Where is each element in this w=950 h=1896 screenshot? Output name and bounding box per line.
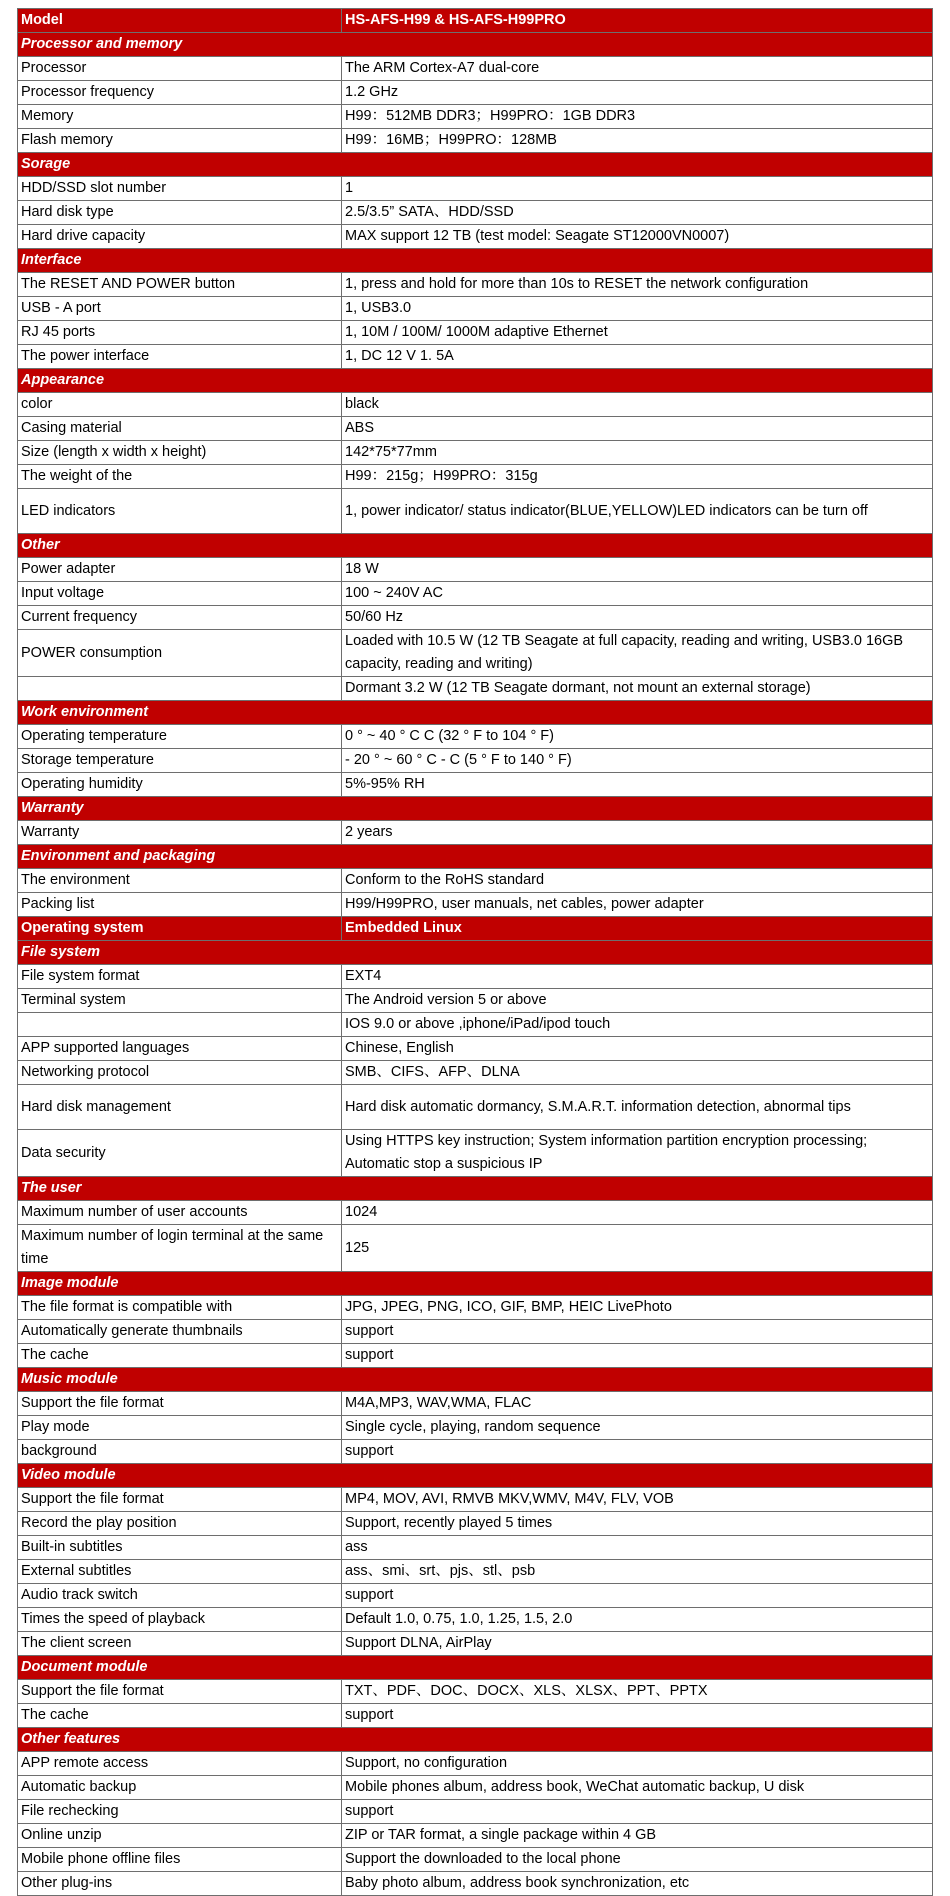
spec-value: Embedded Linux [342,917,933,941]
spec-value: TXT、PDF、DOC、DOCX、XLS、XLSX、PPT、PPTX [342,1680,933,1704]
section-header-row [18,369,933,393]
spec-label: Support the file format [18,1680,342,1704]
spec-label: Automatically generate thumbnails [18,1320,342,1344]
spec-label: APP remote access [18,1752,342,1776]
spec-row [18,1013,933,1037]
spec-label: Input voltage [18,582,342,606]
spec-value: JPG, JPEG, PNG, ICO, GIF, BMP, HEIC LivePhoto [342,1296,933,1320]
spec-label: The power interface [18,345,342,369]
spec-table [17,8,933,1896]
spec-label: Hard disk management [18,1085,342,1130]
section-header-row [18,941,933,965]
spec-row [18,273,933,297]
spec-label: Operating temperature [18,725,342,749]
section-header-row [18,845,933,869]
spec-row [18,630,933,677]
spec-value: H99：16MB；H99PRO：128MB [342,129,933,153]
spec-row [18,965,933,989]
spec-value: Conform to the RoHS standard [342,869,933,893]
spec-value: Hard disk automatic dormancy, S.M.A.R.T. information detection, abnormal tips [342,1085,933,1130]
spec-value: 18 W [342,558,933,582]
spec-label: Power adapter [18,558,342,582]
spec-row [18,1536,933,1560]
spec-label: Storage temperature [18,749,342,773]
spec-label: Other plug-ins [18,1872,342,1896]
spec-row [18,1584,933,1608]
section-header-row [18,1272,933,1296]
spec-row [18,417,933,441]
spec-row [18,1061,933,1085]
spec-row [18,677,933,701]
spec-value: 50/60 Hz [342,606,933,630]
spec-value: 2.5/3.5” SATA、HDD/SSD [342,201,933,225]
spec-row [18,345,933,369]
spec-label: Audio track switch [18,1584,342,1608]
spec-label: Automatic backup [18,1776,342,1800]
spec-label: The file format is compatible with [18,1296,342,1320]
spec-row [18,1201,933,1225]
spec-row [18,1512,933,1536]
spec-value: Chinese, English [342,1037,933,1061]
spec-value: support [342,1584,933,1608]
spec-value: M4A,MP3, WAV,WMA, FLAC [342,1392,933,1416]
spec-label: Hard disk type [18,201,342,225]
spec-value: ZIP or TAR format, a single package within 4 GB [342,1824,933,1848]
spec-value: 125 [342,1225,933,1272]
header-value: HS-AFS-H99 & HS-AFS-H99PRO [342,9,933,33]
spec-label: Online unzip [18,1824,342,1848]
spec-label: Casing material [18,417,342,441]
spec-label: Warranty [18,821,342,845]
spec-row [18,1440,933,1464]
spec-row [18,441,933,465]
spec-value: Support DLNA, AirPlay [342,1632,933,1656]
spec-value: 1, USB3.0 [342,297,933,321]
spec-label: The environment [18,869,342,893]
section-title: Appearance [18,369,933,393]
spec-row [18,1392,933,1416]
section-title: Interface [18,249,933,273]
spec-label: Terminal system [18,989,342,1013]
spec-label: Operating humidity [18,773,342,797]
spec-value: H99：512MB DDR3；H99PRO：1GB DDR3 [342,105,933,129]
spec-label [18,677,342,701]
section-title: Image module [18,1272,933,1296]
spec-label: Processor [18,57,342,81]
section-header-row [18,534,933,558]
section-title: Document module [18,1656,933,1680]
spec-value: 5%-95% RH [342,773,933,797]
spec-row [18,821,933,845]
section-header-row [18,249,933,273]
spec-row [18,1130,933,1177]
spec-table-body [18,9,933,1896]
section-title: Other [18,534,933,558]
spec-label: Hard drive capacity [18,225,342,249]
spec-value: 1 [342,177,933,201]
spec-label: Flash memory [18,129,342,153]
spec-row [18,606,933,630]
spec-row [18,1848,933,1872]
spec-row [18,558,933,582]
spec-value: The Android version 5 or above [342,989,933,1013]
spec-label: Play mode [18,1416,342,1440]
spec-row [18,582,933,606]
spec-value: black [342,393,933,417]
spec-value: support [342,1800,933,1824]
spec-row [18,1488,933,1512]
spec-row [18,297,933,321]
spec-label: APP supported languages [18,1037,342,1061]
spec-row [18,1296,933,1320]
spec-value: Support, recently played 5 times [342,1512,933,1536]
header-label: Model [18,9,342,33]
spec-value: H99：215g；H99PRO：315g [342,465,933,489]
spec-label: Processor frequency [18,81,342,105]
spec-label: Support the file format [18,1392,342,1416]
section-title: Music module [18,1368,933,1392]
spec-value: EXT4 [342,965,933,989]
spec-value: support [342,1320,933,1344]
spec-label: Maximum number of login terminal at the same time [18,1225,342,1272]
spec-value: MP4, MOV, AVI, RMVB MKV,WMV, M4V, FLV, VOB [342,1488,933,1512]
section-header-row [18,153,933,177]
spec-label: Networking protocol [18,1061,342,1085]
spec-value: Loaded with 10.5 W (12 TB Seagate at full capacity, reading and writing, USB3.0 16GB capacity, reading and writing) [342,630,933,677]
section-title: File system [18,941,933,965]
spec-row [18,893,933,917]
spec-row [18,1800,933,1824]
spec-value: Dormant 3.2 W (12 TB Seagate dormant, not mount an external storage) [342,677,933,701]
spec-label: Current frequency [18,606,342,630]
spec-row [18,1824,933,1848]
spec-label: USB - A port [18,297,342,321]
spec-row [18,465,933,489]
spec-row [18,869,933,893]
spec-value: Using HTTPS key instruction; System information partition encryption processing; Automatic stop a suspicious IP [342,1130,933,1177]
section-title: Other features [18,1728,933,1752]
section-title: Processor and memory [18,33,933,57]
spec-label: The cache [18,1344,342,1368]
spec-row [18,1872,933,1896]
spec-value: 100 ~ 240V AC [342,582,933,606]
spec-row [18,1632,933,1656]
spec-value: support [342,1344,933,1368]
spec-value: H99/H99PRO, user manuals, net cables, power adapter [342,893,933,917]
table-header-row [18,9,933,33]
spec-row [18,1704,933,1728]
spec-label: File rechecking [18,1800,342,1824]
spec-value: 1.2 GHz [342,81,933,105]
spec-row [18,1776,933,1800]
spec-row [18,57,933,81]
spec-label: RJ 45 ports [18,321,342,345]
section-header-row [18,1656,933,1680]
spec-row [18,749,933,773]
spec-value: 1, power indicator/ status indicator(BLUE,YELLOW)LED indicators can be turn off [342,489,933,534]
spec-label: The cache [18,1704,342,1728]
spec-label: Operating system [18,917,342,941]
spec-row [18,1680,933,1704]
spec-label: Built-in subtitles [18,1536,342,1560]
spec-value: SMB、CIFS、AFP、DLNA [342,1061,933,1085]
section-title: Environment and packaging [18,845,933,869]
spec-value: Mobile phones album, address book, WeChat automatic backup, U disk [342,1776,933,1800]
spec-value: The ARM Cortex-A7 dual-core [342,57,933,81]
spec-value: support [342,1440,933,1464]
spec-label: The RESET AND POWER button [18,273,342,297]
spec-value: 142*75*77mm [342,441,933,465]
spec-label: Size (length x width x height) [18,441,342,465]
spec-label: Data security [18,1130,342,1177]
spec-value: 1, DC 12 V 1. 5A [342,345,933,369]
spec-label: The weight of the [18,465,342,489]
section-header-row [18,33,933,57]
spec-value: MAX support 12 TB (test model: Seagate ST12000VN0007) [342,225,933,249]
spec-value: Default 1.0, 0.75, 1.0, 1.25, 1.5, 2.0 [342,1608,933,1632]
spec-label: Record the play position [18,1512,342,1536]
spec-row [18,105,933,129]
spec-value: ass [342,1536,933,1560]
spec-row [18,1320,933,1344]
spec-label: POWER consumption [18,630,342,677]
spec-row [18,1037,933,1061]
spec-value: ass、smi、srt、pjs、stl、psb [342,1560,933,1584]
spec-row [18,177,933,201]
spec-row [18,321,933,345]
spec-row [18,1560,933,1584]
spec-row [18,393,933,417]
spec-label: Times the speed of playback [18,1608,342,1632]
spec-value: Support the downloaded to the local phone [342,1848,933,1872]
section-header-row [18,1177,933,1201]
spec-row [18,989,933,1013]
spec-row [18,773,933,797]
spec-value: Single cycle, playing, random sequence [342,1416,933,1440]
spec-value: 1, press and hold for more than 10s to RESET the network configuration [342,273,933,297]
spec-value: support [342,1704,933,1728]
spec-value: Support, no configuration [342,1752,933,1776]
section-title: Warranty [18,797,933,821]
spec-value: 1024 [342,1201,933,1225]
spec-value: - 20 ° ~ 60 ° C - C (5 ° F to 140 ° F) [342,749,933,773]
spec-label [18,1013,342,1037]
spec-row [18,489,933,534]
spec-row [18,1225,933,1272]
spec-label: HDD/SSD slot number [18,177,342,201]
spec-row [18,201,933,225]
section-title: Video module [18,1464,933,1488]
section-title: Sorage [18,153,933,177]
spec-row [18,1608,933,1632]
spec-row [18,1085,933,1130]
spec-row [18,1752,933,1776]
section-header-row [18,1464,933,1488]
spec-label: Packing list [18,893,342,917]
section-title: Work environment [18,701,933,725]
section-header-row [18,797,933,821]
spec-row [18,725,933,749]
spec-value: IOS 9.0 or above ,iphone/iPad/ipod touch [342,1013,933,1037]
spec-value: 0 ° ~ 40 ° C C (32 ° F to 104 ° F) [342,725,933,749]
spec-value: Baby photo album, address book synchronization, etc [342,1872,933,1896]
spec-label: The client screen [18,1632,342,1656]
spec-row [18,129,933,153]
spec-row [18,225,933,249]
spec-label: Mobile phone offline files [18,1848,342,1872]
spec-value: 2 years [342,821,933,845]
spec-label: File system format [18,965,342,989]
spec-label: background [18,1440,342,1464]
spec-value: 1, 10M / 100M/ 1000M adaptive Ethernet [342,321,933,345]
spec-row [18,1344,933,1368]
spec-label: External subtitles [18,1560,342,1584]
section-header-row [18,1728,933,1752]
os-header-row [18,917,933,941]
spec-label: Support the file format [18,1488,342,1512]
spec-label: color [18,393,342,417]
section-header-row [18,701,933,725]
spec-row [18,81,933,105]
spec-label: Maximum number of user accounts [18,1201,342,1225]
spec-label: Memory [18,105,342,129]
section-header-row [18,1368,933,1392]
spec-label: LED indicators [18,489,342,534]
spec-value: ABS [342,417,933,441]
section-title: The user [18,1177,933,1201]
spec-row [18,1416,933,1440]
